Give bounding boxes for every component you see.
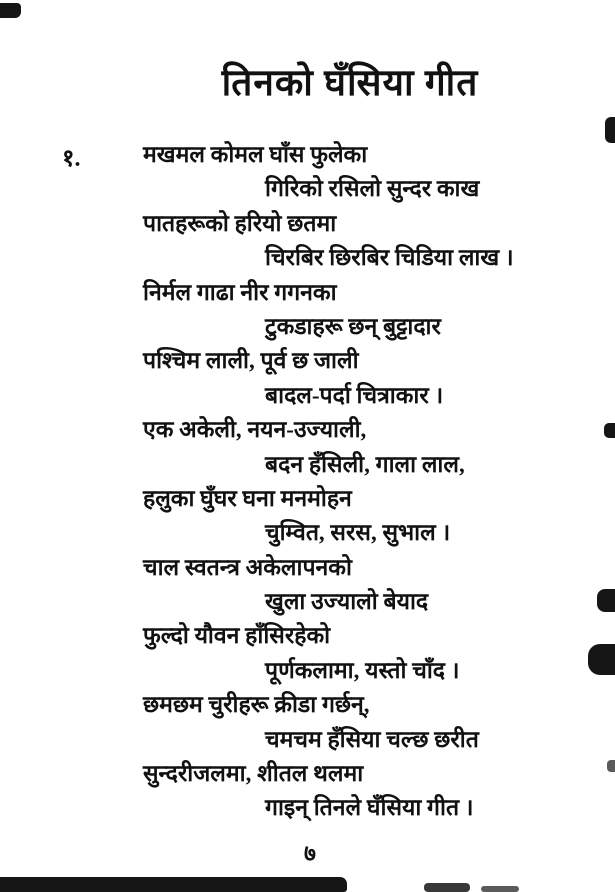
scan-artifact-top-left bbox=[0, 3, 21, 18]
scan-artifact-bottom-2 bbox=[481, 886, 519, 892]
poem-line: पातहरूको हरियो छतमा bbox=[143, 210, 337, 236]
poem-line: सुन्दरीजलमा, शीतल थलमा bbox=[143, 761, 364, 787]
poem-line: फुल्दो यौवन हाँसिरहेको bbox=[143, 623, 331, 649]
poem-line: खुला उज्यालो बेयाद bbox=[265, 589, 429, 615]
poem-line: निर्मल गाढा नीर गगनका bbox=[143, 279, 337, 305]
poem-line: गाइन् तिनले घँसिया गीत । bbox=[265, 795, 474, 821]
poem-body bbox=[0, 138, 615, 826]
poem-line: चाल स्वतन्त्र अकेलापनको bbox=[143, 554, 352, 580]
poem-title: तिनको घँसिया गीत bbox=[221, 62, 479, 104]
scan-artifact-bottom-bar bbox=[0, 877, 347, 892]
poem-line: गिरिको रसिलो सुन्दर काख bbox=[265, 176, 480, 202]
poem-line: चिरबिर छिरबिर चिडिया लाख । bbox=[265, 245, 514, 271]
poem-line: पूर्णकलामा, यस्तो चाँद । bbox=[265, 657, 460, 683]
poem-line: चुम्वित, सरस, सुभाल । bbox=[265, 520, 451, 546]
poem-line: बादल-पर्दा चित्राकार । bbox=[265, 382, 444, 408]
scan-artifact-right-1 bbox=[605, 117, 615, 143]
poem-line: टुकडाहरू छन् बुट्टादार bbox=[265, 313, 441, 339]
poem-line: छमछम चुरीहरू क्रीडा गर्छन्, bbox=[143, 692, 370, 718]
scan-artifact-right-2 bbox=[604, 423, 615, 438]
poem-line: बदन हँसिली, गाला लाल, bbox=[265, 451, 465, 477]
scan-artifact-right-5 bbox=[607, 760, 615, 772]
poem-line: पश्चिम लाली, पूर्व छ जाली bbox=[143, 348, 359, 374]
page-number: ७ bbox=[304, 841, 316, 866]
stanza-number: १. bbox=[62, 146, 81, 172]
poem-line: मखमल कोमल घाँस फुलेका bbox=[143, 142, 368, 167]
poem-line: हलुका घुँघर घना मनमोहन bbox=[143, 485, 352, 511]
scan-artifact-bottom-1 bbox=[424, 883, 470, 892]
scan-artifact-right-3 bbox=[597, 589, 615, 612]
poem-line: एक अकेली, नयन-उज्याली, bbox=[143, 417, 367, 443]
poem-line: चमचम हँसिया चल्छ छरीत bbox=[265, 726, 479, 752]
scan-artifact-right-4 bbox=[588, 644, 615, 675]
